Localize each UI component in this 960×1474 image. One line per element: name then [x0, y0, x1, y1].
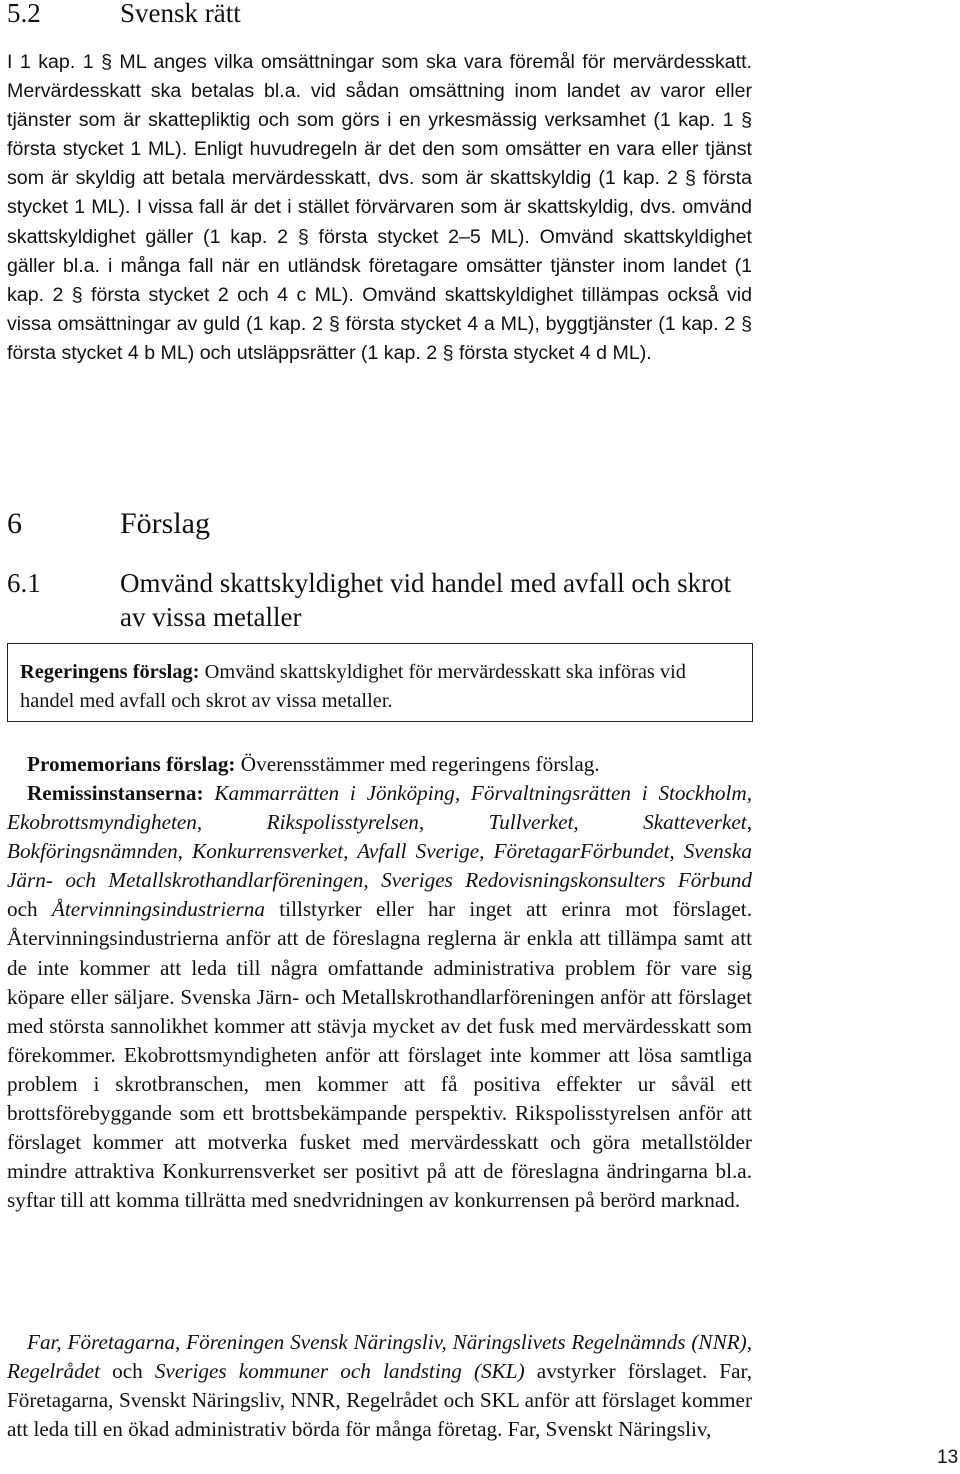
prom-label: Promemorians förslag: — [27, 752, 236, 776]
paragraph-svensk-ratt: I 1 kap. 1 § ML anges vilka omsättningar som ska vara föremål för mervärdesskatt. Mervärdesskatt ska betalas bl.a. vid sådan omsättning inom landet av varor eller tjänster som är skattepliktig och som görs i en yrkesmässig verksamhet (1 kap. 1 § första stycket 1 ML). Enligt huvudregeln är det den som omsätter en vara eller tjänst som är skyldig att betala mervärdesskatt, dvs. som är skattskyldig (1 kap. 2 § första stycket 1 ML). I vissa fall är det i stället förvärvaren som är skattskyldig, dvs. omvänd skattskyldighet gäller (1 kap. 2 § första stycket 2–5 ML). Omvänd skattskyldighet gäller bl.a. i många fall när en utländsk företagare omsätter tjänster inom landet (1 kap. 2 § första stycket 2 och 4 c ML). Omvänd skattskyldighet tillämpas också vid vissa omsättningar av guld (1 kap. 2 § första stycket 4 a ML), byggtjänster (1 kap. 2 § första stycket 4 b ML) och utsläppsrätter (1 kap. 2 § första stycket 4 d ML). — [7, 51, 752, 364]
regeringens-forslag-box — [7, 643, 753, 722]
rem-rest: tillstyrker eller har inget att erinra mot förslaget. Återvinningsindustrierna anför att de föreslagna reglerna är enkla att tillämpa samt att de inte kommer att leda till några omfattande administrativa problem för vare sig köpare eller säljare. Svenska Järn- och Metallskrothandlarföreningen anför att förslaget med största sannolikhet kommer att stävja mycket av det fusk med mervärdesskatt som förekommer. Ekobrottsmyndigheten anför att förslaget inte kommer att lösa samtliga problem i skrotbranschen, men kommer att få positiva effekter ur såväl ett brottsförebyggande som ett brottsbekämpande perspektiv. Rikspolisstyrelsen anför att förslaget kommer att motverka fusket med mervärdesskatt och göra metallstölder mindre attraktiva Konkurrensverket ser positivt på att de föreslagna ändringarna bl.a. syftar till att komma tillrätta med snedvridningen av konkurrensen på berörd marknad. — [7, 897, 752, 1213]
section-title: Omvänd skattskyldighet vid handel med avfall och skrot av vissa metaller — [120, 568, 732, 632]
rem-label: Remissinstanserna: — [27, 781, 204, 805]
section-heading-5-2 — [7, 0, 241, 30]
chapter-title: Förslag — [120, 507, 210, 540]
chapter-number: 6 — [7, 507, 22, 540]
far-italic-bodies: Far, Företagarna, Föreningen Svensk Näringsliv, Näringslivets Regelnämnds (NNR), Regelrådet — [7, 1330, 752, 1384]
section-number: 5.2 — [7, 0, 41, 28]
page-number: 13 — [937, 1447, 959, 1468]
far-italic-skl: Sveriges kommuner och landsting (SKL) — [154, 1359, 525, 1384]
paragraph-promemorians-forslag — [7, 750, 752, 779]
prom-text: Överensstämmer med regeringens förslag. — [235, 752, 600, 776]
section-title: Svensk rätt — [120, 0, 241, 28]
box-text: Omvänd skattskyldighet för mervärdesskatt ska införas vid handel med avfall och skrot av vissa metaller. — [20, 661, 686, 712]
paragraph-remissinstanserna — [7, 779, 752, 1215]
chapter-heading-6 — [7, 505, 210, 543]
section-number: 6.1 — [7, 568, 41, 598]
paragraph-far — [7, 1328, 752, 1444]
far-rest: avstyrker förslaget. Far, Företagarna, Svenskt Näringsliv, NNR, Regelrådet och SKL anför att förslaget kommer att leda till en ökad administrativ börda för många företag. Far, Svenskt Näringsliv, — [7, 1359, 752, 1442]
box-label: Regeringens förslag: — [20, 661, 200, 683]
section-heading-6-1 — [7, 566, 752, 634]
rem-italic-aterv: Återvinningsindustrierna — [51, 897, 265, 922]
rem-italic-bodies: Kammarrätten i Jönköping, Förvaltningsrätten i Stockholm, Ekobrottsmyndigheten, Rikspolisstyrelsen, Tullverket, Skatteverket, Bokföringsnämnden, Konkurrensverket, Avfall Sverige, FöretagarFörbundet, Svenska Järn- och Metallskrothandlarföreningen, Sveriges Redovisningskonsulters Förbund — [7, 781, 752, 893]
far-och: och — [99, 1359, 155, 1384]
rem-och: och — [7, 897, 52, 922]
